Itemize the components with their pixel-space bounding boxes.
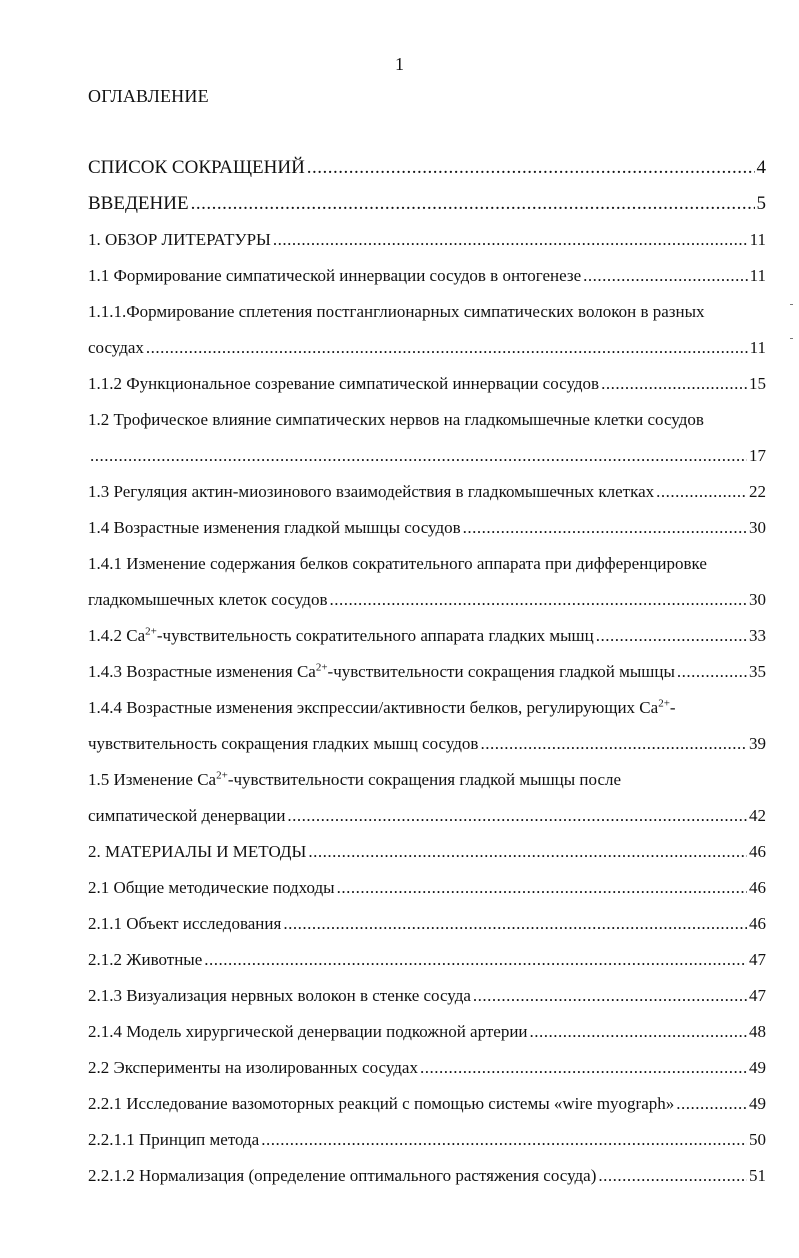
leader-dots [676, 1086, 747, 1122]
toc-entry [88, 1014, 766, 1050]
toc-page-number: 33 [749, 626, 766, 645]
toc-page-number: 51 [749, 1166, 766, 1185]
leader-dots [329, 582, 747, 618]
toc-page-number: 17 [749, 446, 766, 465]
leader-dots [601, 366, 747, 402]
toc-entry-title: 2.1 Общие методические подходы [88, 878, 335, 897]
toc-entry-title: 2.2.1.1 Принцип метода [88, 1130, 260, 1149]
toc-entry [88, 546, 766, 618]
leader-dots [283, 906, 747, 942]
leader-dots [204, 942, 747, 978]
toc-entry [88, 942, 766, 978]
toc-entry [88, 762, 766, 834]
toc-entry-title: 2.2.1.2 Нормализация (определение оптимального растяжения сосуда) [88, 1166, 597, 1185]
toc-entry-title: 1.1.1.Формирование сплетения постганглионарных симпатических волокон в разных [88, 302, 705, 321]
toc-entry-title: 2.1.4 Модель хирургической денервации подкожной артерии [88, 1022, 528, 1041]
leader-dots [598, 1158, 747, 1194]
toc-page-number: 48 [749, 1022, 766, 1041]
toc-page-number: 5 [756, 193, 766, 214]
leader-dots [287, 798, 747, 834]
toc-entry-title: 1.4.3 Возрастные изменения $Ca^{2+}$-чувствительности сокращения гладкой мышцы [88, 661, 675, 681]
toc-entry-title: сосудах [88, 338, 144, 357]
toc-page-number: 35 [749, 662, 766, 681]
toc-entry [88, 870, 766, 906]
toc-page-number: 11 [749, 230, 766, 249]
toc-entry [88, 1122, 766, 1158]
toc-entry-title: 2.1.3 Визуализация нервных волокон в стенке сосуда [88, 986, 471, 1005]
toc-entry [88, 1050, 766, 1086]
toc-page-number: 49 [749, 1058, 766, 1077]
toc-entry-title: СПИСОК СОКРАЩЕНИЙ [88, 157, 305, 178]
toc-entry-title: 1.2 Трофическое влияние симпатических нервов на гладкомышечные клетки сосудов [88, 410, 704, 429]
leader-dots [273, 222, 748, 258]
toc-entry [88, 402, 766, 474]
leader-dots [596, 618, 747, 654]
toc-entry-title: гладкомышечных клеток сосудов [88, 590, 328, 609]
toc-entry [88, 474, 766, 510]
leader-dots [480, 726, 747, 762]
leader-dots [463, 510, 747, 546]
toc-entry-title: 2. МАТЕРИАЛЫ И МЕТОДЫ [88, 842, 307, 861]
toc-entry [88, 510, 766, 546]
toc-entry-title: 2.2.1 Исследование вазомоторных реакций с помощью системы «wire myograph» [88, 1094, 675, 1113]
toc-entry [88, 294, 766, 366]
toc-entry-title: чувствительность сокращения гладких мышц сосудов [88, 734, 479, 753]
leader-dots [677, 654, 747, 690]
leader-dots [261, 1122, 747, 1158]
toc-entry-title: ВВЕДЕНИЕ [88, 193, 189, 214]
scan-mark [790, 338, 793, 339]
toc-page-number: 4 [756, 157, 766, 178]
toc-entry [88, 654, 766, 690]
toc-page-number: 46 [749, 914, 766, 933]
toc-title: ОГЛАВЛЕНИЕ [88, 86, 209, 106]
toc-page-number: 11 [749, 266, 766, 285]
toc-entry-title: симпатической денервации [88, 806, 286, 825]
toc-entry [88, 1158, 766, 1194]
toc-entry-title: 1.1 Формирование симпатической иннервации сосудов в онтогенезе [88, 266, 582, 285]
toc-page-number: 22 [749, 482, 766, 501]
toc-page-number: 50 [749, 1130, 766, 1149]
leader-dots [420, 1050, 747, 1086]
toc-entry [88, 150, 766, 186]
toc-entry-title: 1.3 Регуляция актин-миозинового взаимодействия в гладкомышечных клетках [88, 482, 655, 501]
toc-entry [88, 258, 766, 294]
toc-page-number: 15 [749, 374, 766, 393]
toc-entry-title: 2.1.1 Объект исследования [88, 914, 282, 933]
toc-entry-title: 1.4 Возрастные изменения гладкой мышцы сосудов [88, 518, 461, 537]
leader-dots [191, 186, 755, 222]
toc-page-number: 47 [749, 986, 766, 1005]
toc-entry-title: 1.1.2 Функциональное созревание симпатической иннервации сосудов [88, 374, 600, 393]
toc-entry-title: 2.2 Эксперименты на изолированных сосудах [88, 1058, 418, 1077]
toc-entry-title: 1.4.2 $Ca^{2+}$-чувствительность сократительного аппарата гладких мышц [88, 625, 594, 645]
leader-dots [308, 834, 747, 870]
scan-mark [790, 304, 793, 305]
toc-page-number: 11 [749, 338, 766, 357]
toc-page-number: 47 [749, 950, 766, 969]
leader-dots [307, 150, 755, 186]
toc-entry [88, 690, 766, 762]
leader-dots [337, 870, 747, 906]
toc-page-number: 46 [749, 878, 766, 897]
toc-entry-title: 1. ОБЗОР ЛИТЕРАТУРЫ [88, 230, 271, 249]
toc-entry-title: 2.1.2 Животные [88, 950, 203, 969]
toc-entry-title: 1.5 Изменение $Ca^{2+}$-чувствительности сокращения гладкой мышцы после [88, 769, 622, 789]
toc-entry [88, 186, 766, 222]
toc-entry [88, 1086, 766, 1122]
table-of-contents [88, 150, 766, 1194]
toc-page-number: 49 [749, 1094, 766, 1113]
leader-dots [146, 330, 748, 366]
toc-entry [88, 978, 766, 1014]
leader-dots [583, 258, 747, 294]
toc-page-number: 46 [749, 842, 766, 861]
toc-page-number: 39 [749, 734, 766, 753]
toc-entry [88, 618, 766, 654]
leader-dots [90, 438, 747, 474]
toc-page-number: 30 [749, 590, 766, 609]
toc-page-number: 42 [749, 806, 766, 825]
toc-entry [88, 366, 766, 402]
page-number: 1 [395, 54, 404, 74]
toc-entry [88, 834, 766, 870]
toc-entry-title: 1.4.4 Возрастные изменения экспрессии/активности белков, регулирующих $Ca^{2+}-$ [88, 697, 676, 717]
toc-entry-title: 1.4.1 Изменение содержания белков сократительного аппарата при дифференцировке [88, 554, 707, 573]
leader-dots [473, 978, 747, 1014]
toc-page-number: 30 [749, 518, 766, 537]
toc-entry [88, 906, 766, 942]
leader-dots [656, 474, 747, 510]
toc-entry [88, 222, 766, 258]
leader-dots [530, 1014, 747, 1050]
